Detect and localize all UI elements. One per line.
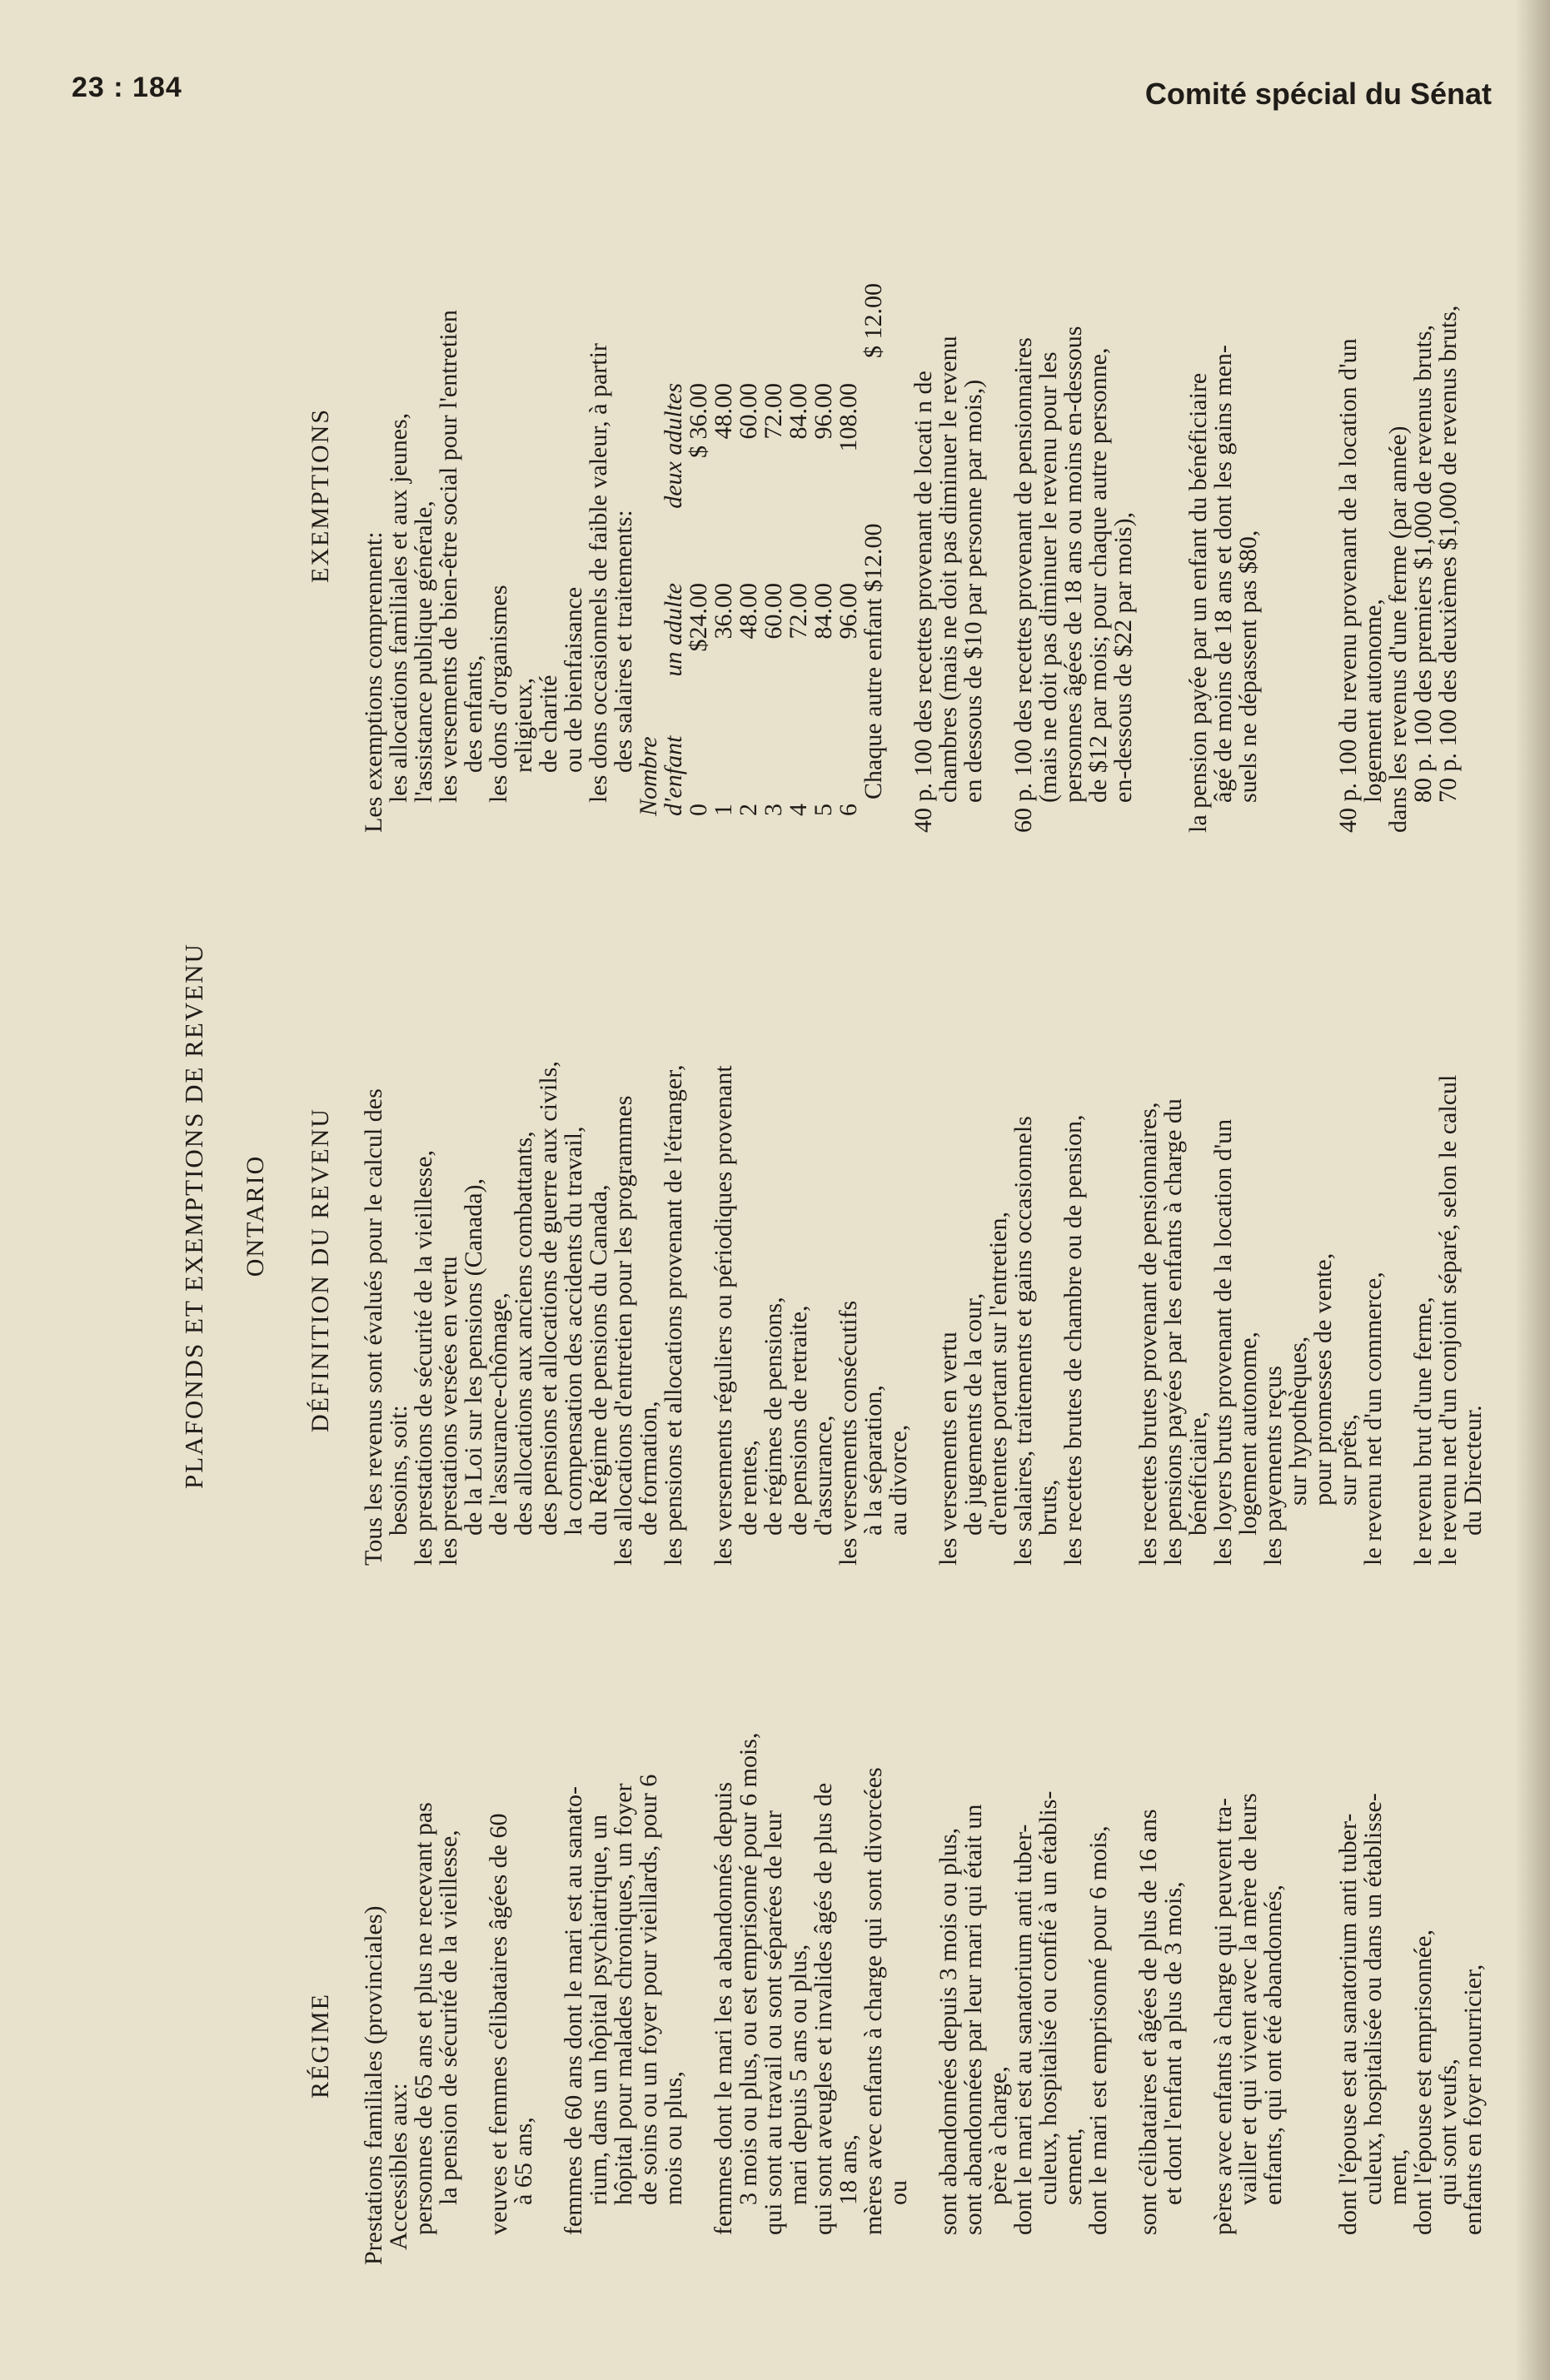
text-line: les prestations de sécurité de la vieillesse,: [410, 1150, 437, 1566]
text-line: 18 ans,: [835, 2134, 862, 2205]
text-line: sur hypothèques,: [1284, 1336, 1312, 1506]
table-cell: 72.00: [785, 583, 812, 640]
table-cell: 0: [685, 804, 712, 816]
text-line: les loyers bruts provenant de la location d'un: [1209, 1118, 1237, 1566]
text-line: les versements en vertu: [934, 1332, 962, 1566]
table-cell: 6: [835, 804, 862, 816]
table-cell: 84.00: [810, 583, 837, 640]
rotated-table: [150, 133, 1516, 2298]
blank-line: [886, 283, 911, 833]
blank-line: [1111, 1061, 1136, 1566]
blank-line: [1111, 1733, 1136, 2265]
text-line: la compensation des accidents du travail,: [560, 1126, 587, 1536]
table-cell: 3: [760, 804, 787, 816]
text-line: (mais ne doit pas diminuer le revenu pour les: [1034, 351, 1062, 803]
text-line: les versements réguliers ou périodiques provenant: [710, 1065, 737, 1566]
definition-lines: [361, 1061, 1486, 1566]
text-line: l'assistance publique générale,: [410, 500, 437, 803]
text-line: le revenu net d'un conjoint séparé, selon le calcul: [1434, 1074, 1462, 1566]
text-line: de la Loi sur les pensions (Canada),: [460, 1178, 487, 1536]
text-line: enfants en foyer nourricier,: [1459, 1964, 1487, 2235]
column-heading-exemptions: EXEMPTIONS: [307, 407, 334, 583]
text-line: les versements de bien-être social pour l'entretien: [435, 310, 462, 803]
text-line: Accessibles aux:: [385, 2083, 412, 2250]
text-line: les allocations familiales et aux jeunes,: [385, 412, 412, 803]
table-cell: 72.00: [760, 383, 787, 440]
text-line: pour promesses de vente,: [1309, 1252, 1337, 1506]
text-line: d'ententes portant sur l'entretien,: [984, 1211, 1012, 1536]
table-title: PLAFONDS ET EXEMPTIONS DE REVENU: [179, 943, 208, 1489]
table-cell: $24.00: [685, 583, 712, 652]
text-line: Prestations familiales (provinciales): [360, 1905, 387, 2265]
blank-line: [1386, 1061, 1411, 1566]
text-line: dont le mari est emprisonné pour 6 mois,: [1084, 1825, 1112, 2235]
text-line: mois ou plus,: [660, 2071, 687, 2205]
blank-line: [536, 1733, 561, 2265]
text-line: femmes de 60 ans dont le mari est au sanato-: [560, 1785, 587, 2235]
text-line: qui sont veufs,: [1434, 2059, 1462, 2205]
blank-line: [1086, 1061, 1111, 1566]
blank-line: [1311, 1733, 1336, 2265]
text-line: ou de bienfaisance: [560, 586, 587, 773]
text-line: sement,: [1059, 2128, 1087, 2205]
blank-line: [986, 283, 1011, 833]
blank-line: [1186, 1733, 1211, 2265]
running-title: Comité spécial du Sénat: [1144, 77, 1492, 111]
text-line: de jugements de la cour,: [959, 1292, 987, 1536]
text-line: âgé de moins de 18 ans et dont les gains men-: [1209, 345, 1237, 803]
text-line: les versements consécutifs: [835, 1300, 862, 1566]
text-line: bénéficiaire,: [1184, 1411, 1212, 1536]
blank-line: [1161, 283, 1186, 833]
text-line: veuves et femmes célibataires âgées de 60: [485, 1813, 512, 2235]
province-subtitle: ONTARIO: [242, 1154, 269, 1277]
text-line: hôpital pour malades chroniques, un foyer: [610, 1783, 637, 2205]
text-line: le revenu net d'un commerce,: [1359, 1272, 1387, 1566]
text-line: les payements reçus: [1259, 1366, 1287, 1566]
page-number: 23 : 184: [72, 72, 182, 103]
text-line: culeux, hospitalisée ou dans un établisse-: [1359, 1793, 1387, 2205]
page-edge-shadow: [1515, 0, 1550, 2380]
table-cell: 2: [735, 804, 762, 816]
table-cell: 60.00: [735, 383, 762, 440]
table-cell: 36.00: [710, 583, 737, 640]
table-cell: 84.00: [785, 383, 812, 440]
text-line: et dont l'enfant a plus de 3 mois,: [1159, 1881, 1187, 2205]
blank-line: [911, 1733, 936, 2265]
blank-line: [1286, 283, 1311, 833]
table-cell: d'enfant: [660, 735, 687, 816]
text-line: d'assurance,: [810, 1415, 837, 1536]
text-line: les dons d'organismes: [485, 585, 512, 803]
blank-line: [686, 1061, 711, 1566]
table-cell: 60.00: [760, 583, 787, 640]
table-cell: deux adultes: [660, 383, 687, 509]
text-line: besoins, soit:: [385, 1405, 412, 1536]
table-cell: 5: [810, 804, 837, 816]
text-line: les pensions et allocations provenant de l'étranger,: [660, 1064, 687, 1566]
text-line: Tous les revenus sont évalués pour le calcul des: [360, 1088, 387, 1566]
text-line: sur prêts,: [1334, 1414, 1362, 1506]
text-line: des allocations aux anciens combattants,: [510, 1131, 537, 1536]
text-line: 3 mois ou plus, ou est emprisonné pour 6 mois,: [735, 1732, 762, 2205]
table-cell: $ 12.00: [860, 283, 887, 358]
table-row: [711, 283, 736, 833]
blank-line: [911, 1061, 936, 1566]
table-row: [786, 283, 811, 833]
column-heading-definition: DÉFINITION DU REVENU: [307, 1108, 334, 1432]
text-line: rium, dans un hôpital psychiatrique, un: [585, 1814, 612, 2205]
text-line: dont l'épouse est au sanatorium anti tuber-: [1334, 1813, 1362, 2235]
text-line: suels ne dépassent pas $80,: [1234, 530, 1262, 803]
text-line: mères avec enfants à charge qui sont divorcées: [860, 1767, 887, 2235]
text-line: en-dessous de $22 par mois),: [1109, 511, 1137, 803]
text-line: personnes âgées de 18 ans ou moins en-dessous: [1059, 326, 1087, 803]
text-line: à la séparation,: [860, 1385, 887, 1536]
table-header-row: [661, 283, 686, 833]
text-line: les allocations d'entretien pour les programmes: [610, 1095, 637, 1566]
text-line: de charité: [535, 675, 562, 773]
text-line: logement autonome,: [1359, 599, 1387, 803]
text-line: chambres (mais ne doit pas diminuer le revenu: [934, 336, 962, 803]
table-cell: Chaque autre enfant $12.00: [860, 523, 887, 799]
text-line: 40 p. 100 du revenu provenant de la location d'un: [1334, 338, 1362, 833]
text-line: 40 p. 100 des recettes provenant de locati n de: [910, 371, 937, 833]
table-row: [686, 283, 711, 833]
table-cell: 96.00: [810, 383, 837, 440]
text-line: pères avec enfants à charge qui peuvent tra-: [1209, 1797, 1237, 2235]
text-line: Les exemptions comprennent:: [360, 531, 387, 833]
text-line: les recettes brutes de chambre ou de pension,: [1059, 1114, 1087, 1566]
table-cell: 108.00: [835, 383, 862, 452]
table-cell: [636, 583, 661, 749]
text-line: de $12 par mois; pour chaque autre personne,: [1084, 347, 1112, 803]
text-line: qui sont aveugles et invalides âgés de plus de: [810, 1782, 837, 2235]
text-line: de l'assurance-chômage,: [485, 1292, 512, 1536]
text-line: les salaires, traitements et gains occasionnels: [1009, 1116, 1037, 1566]
text-line: dans les revenus d'une ferme (par année): [1384, 426, 1412, 833]
text-line: 80 p. 100 des premiers $1,000 de revenus bruts,: [1409, 324, 1437, 803]
text-line: femmes dont le mari les a abandonnés depuis: [710, 1781, 737, 2235]
text-line: ou: [885, 2180, 912, 2205]
text-line: du Directeur.: [1459, 1405, 1487, 1536]
table-row: [836, 283, 861, 833]
text-line: de formation,: [635, 1401, 662, 1536]
text-line: culeux, hospitalisé ou confié à un établis-: [1034, 1790, 1062, 2205]
text-line: personnes de 65 ans et plus ne recevant pas: [410, 1802, 437, 2235]
table-cell: 96.00: [835, 583, 862, 640]
text-line: de régimes de pensions,: [760, 1297, 787, 1536]
blank-line: [1261, 283, 1286, 833]
text-line: des enfants,: [460, 655, 487, 773]
table-row: [811, 283, 836, 833]
table-cell: 4: [785, 804, 812, 816]
text-line: la pension payée par un enfant du bénéficiaire: [1184, 372, 1212, 833]
text-line: au divorce,: [885, 1424, 912, 1536]
table-row-other-child: [861, 283, 886, 833]
text-line: la pension de sécurité de la vieillesse,: [435, 1830, 462, 2205]
text-line: les prestations versées en vertu: [435, 1256, 462, 1566]
regime-lines: [361, 1733, 1486, 2265]
table-cell: [636, 383, 661, 583]
text-line: mari depuis 5 ans ou plus,: [785, 1944, 812, 2205]
blank-line: [1136, 283, 1161, 833]
table-cell: 48.00: [735, 583, 762, 640]
text-line: ment,: [1384, 2148, 1412, 2205]
table-cell: 1: [710, 804, 737, 816]
text-line: sont abandonnées par leur mari qui était un: [959, 1804, 987, 2235]
text-line: qui sont au travail ou sont séparées de leur: [760, 1810, 787, 2235]
text-line: sont abandonnées depuis 3 mois ou plus,: [934, 1827, 962, 2235]
text-line: à 65 ans,: [510, 2117, 537, 2205]
text-line: dont le mari est au sanatorium anti tuber-: [1009, 1824, 1037, 2235]
blank-line: [461, 1733, 486, 2265]
text-line: bruts,: [1034, 1479, 1062, 1536]
text-line: les recettes brutes provenant de pensionnaires,: [1134, 1102, 1162, 1566]
text-line: religieux,: [510, 677, 537, 773]
text-line: de rentes,: [735, 1440, 762, 1536]
text-line: 60 p. 100 des recettes provenant de pensionnaires: [1009, 337, 1037, 833]
text-line: père à charge,: [984, 2066, 1012, 2205]
text-line: enfants, qui ont été abandonnés,: [1259, 1885, 1287, 2205]
text-line: le revenu brut d'une ferme,: [1409, 1297, 1437, 1566]
text-line: logement autonome,: [1234, 1332, 1262, 1536]
text-line: des salaires et traitements:: [610, 510, 637, 773]
blank-line: [686, 1733, 711, 2265]
text-line: les pensions payées par les enfants à charge du: [1159, 1098, 1187, 1566]
table-cell: $ 36.00: [685, 383, 712, 458]
text-line: dont l'épouse est emprisonnée,: [1409, 1929, 1437, 2235]
blank-line: [1311, 283, 1336, 833]
table-cell: 48.00: [710, 383, 737, 440]
table-header-row: [636, 283, 661, 833]
text-line: des pensions et allocations de guerre aux civils,: [535, 1061, 562, 1536]
text-line: les dons occasionnels de faible valeur, à partir: [585, 343, 612, 803]
blank-line: [1286, 1733, 1311, 2265]
text-line: 70 p. 100 des deuxièmes $1,000 de revenus bruts,: [1434, 305, 1462, 803]
text-line: du Régime de pensions du Canada,: [585, 1184, 612, 1536]
text-line: sont célibataires et âgées de plus de 16 ans: [1134, 1809, 1162, 2235]
column-heading-regime: RÉGIME: [307, 1993, 334, 2099]
table-row: [736, 283, 761, 833]
text-line: de soins ou un foyer pour vieillards, pour 6: [635, 1774, 662, 2205]
text-line: vailler et qui vivent avec la mère de leurs: [1234, 1793, 1262, 2205]
exemptions-lines: [361, 283, 1461, 833]
table-cell: un adulte: [660, 583, 687, 677]
table-cell: Nombre: [635, 736, 662, 816]
allowance-table: [636, 283, 886, 833]
text-line: en dessous de $10 par personne par mois,): [959, 379, 987, 803]
text-line: de pensions de retraite,: [785, 1305, 812, 1536]
table-row: [761, 283, 786, 833]
